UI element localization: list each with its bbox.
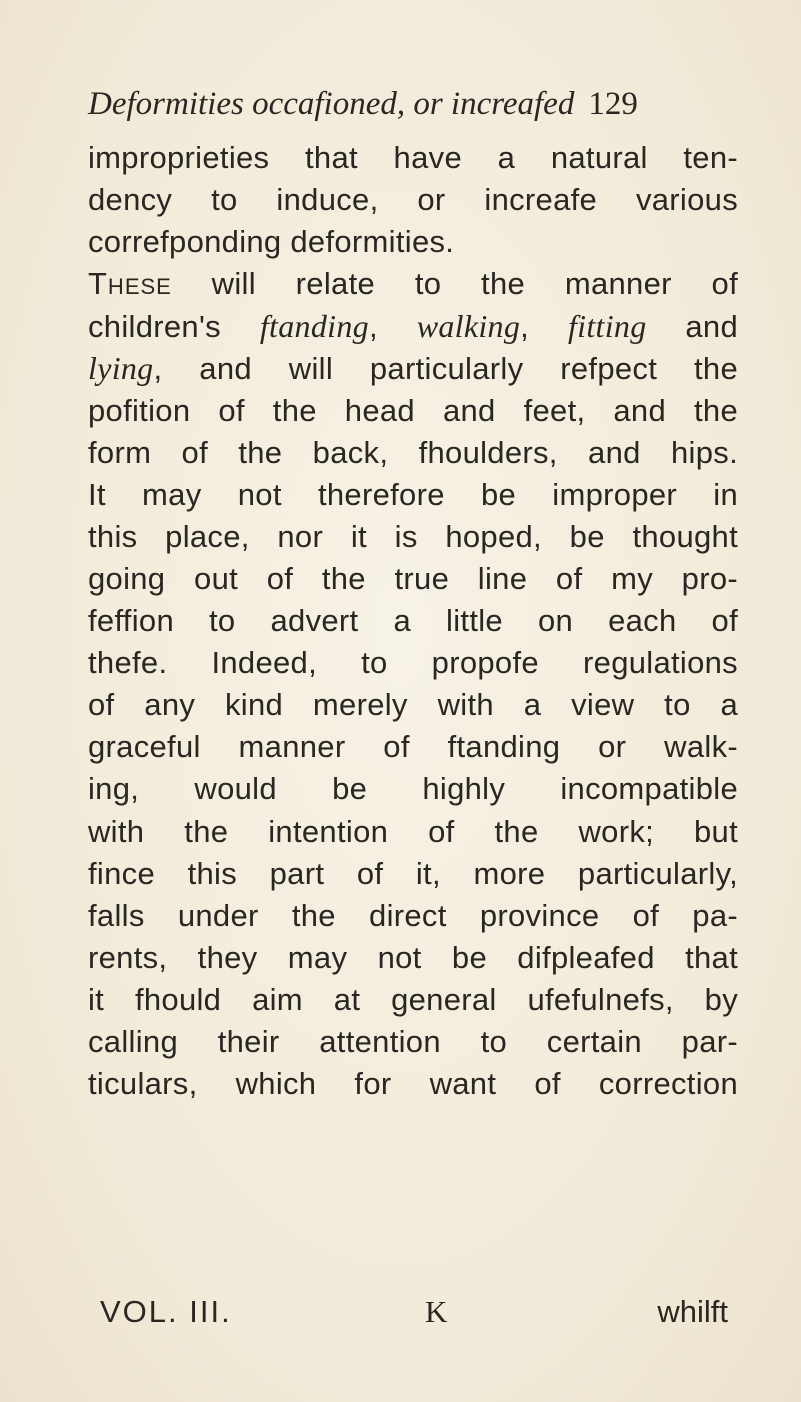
page-footer bbox=[100, 1291, 728, 1333]
text-line: this place, nor it is hoped, be thought bbox=[88, 518, 738, 554]
text-line: going out of the true line of my pro- bbox=[88, 560, 738, 596]
text-line: falls under the direct province of pa- bbox=[88, 897, 738, 933]
text-line: feffion to advert a little on each of bbox=[88, 603, 738, 639]
text-line: ing, would be highly incompatible bbox=[88, 771, 738, 807]
volume-marker: VOL. III. bbox=[100, 1294, 232, 1329]
italic-term: lying bbox=[88, 350, 154, 387]
catchword: whilft bbox=[657, 1294, 728, 1329]
text-line: form of the back, fhoulders, and hips. bbox=[88, 434, 738, 470]
text-line: It may not therefore be improper in bbox=[88, 476, 738, 512]
text-line: rents, they may not be difpleafed that bbox=[88, 939, 738, 975]
text-line: with the intention of the work; but bbox=[88, 813, 738, 849]
paragraph-lead-word: These bbox=[88, 266, 172, 302]
text-line: fince this part of it, more particularly, bbox=[88, 855, 738, 891]
text-line: correfponding deformities. bbox=[88, 224, 455, 260]
text-line: thefe. Indeed, to propofe regulations bbox=[88, 645, 738, 681]
text-line: These will relate to the manner of bbox=[88, 266, 738, 302]
italic-term: fitting bbox=[567, 308, 647, 345]
text-line: ticulars, which for want of correction bbox=[88, 1066, 738, 1102]
text-line: children's ftanding, walking, fitting and bbox=[88, 308, 738, 345]
text-line: it fhould aim at general ufefulnefs, by bbox=[88, 981, 738, 1017]
body-text bbox=[88, 137, 738, 1105]
italic-term: ftanding bbox=[259, 308, 369, 345]
text-line: dency to induce, or increafe various bbox=[88, 182, 738, 218]
text-line: calling their attention to certain par- bbox=[88, 1023, 738, 1059]
italic-term: walking bbox=[416, 308, 521, 345]
page-number: 129 bbox=[588, 86, 638, 122]
running-head bbox=[88, 82, 728, 126]
text-line: pofition of the head and feet, and the bbox=[88, 392, 738, 428]
signature-mark: K bbox=[425, 1294, 448, 1329]
text-line: lying, and will particularly refpect the bbox=[88, 350, 738, 387]
running-head-title: Deformities occafioned, or increafed bbox=[88, 86, 575, 122]
text-line: improprieties that have a natural ten- bbox=[88, 140, 738, 175]
text-line: graceful manner of ftanding or walk- bbox=[88, 729, 738, 765]
text-line: of any kind merely with a view to a bbox=[88, 687, 738, 723]
